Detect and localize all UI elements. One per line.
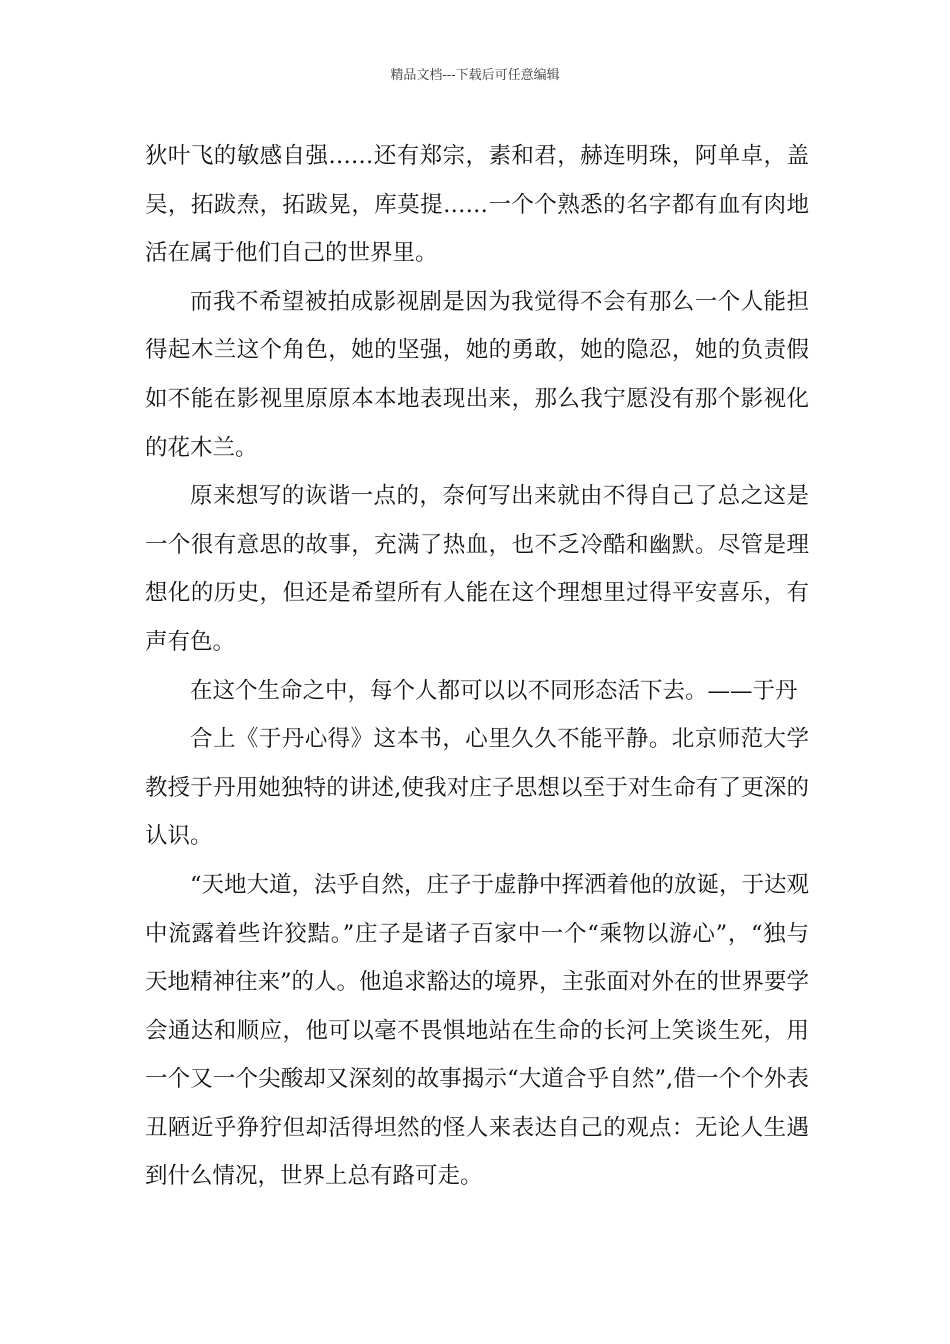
paragraph-5: 合上《于丹心得》这本书，心里久久不能平静。北京师范大学教授于丹用她独特的讲述,使我对庄子思想以至于对生命有了更深的认识。 [145, 726, 809, 850]
paragraph-4-quote: 在这个生命之中，每个人都可以以不同形态活下去。——于丹 [190, 677, 798, 704]
paragraph-3: 原来想写的诙谐一点的，奈何写出来就由不得自己了总之这是一个很有意思的故事，充满了热血，也不乏冷酷和幽默。尽管是理想化的历史，但还是希望所有人能在这个理想里过得平安喜乐，有声有色。 [145, 483, 809, 655]
paragraph-2: 而我不希望被拍成影视剧是因为我觉得不会有那么一个人能担得起木兰这个角色，她的坚强，她的勇敢，她的隐忍，她的负责假如不能在影视里原原本本地表现出来，那么我宁愿没有那个影视化的花木兰。 [145, 288, 809, 461]
paragraph-1: 狄叶飞的敏感自强……还有郑宗，素和君，赫连明珠，阿单卓，盖吴，拓跋焘，拓跋晃，库莫提……一个个熟悉的名字都有血有肉地活在属于他们自己的世界里。 [145, 143, 809, 267]
page-header: 精品文档---下载后可任意编辑 [390, 68, 560, 83]
document-body [145, 132, 809, 1201]
paragraph-6: “天地大道，法乎自然，庄子于虚静中挥洒着他的放诞，于达观中流露着些许狡黠。”庄子是诸子百家中一个“乘物以游心”，“独与天地精神往来”的人。他追求豁达的境界，主张面对外在的世界要学会通达和顺应，他可以毫不畏惧地站在生命的长河上笑谈生死，用一个又一个尖酸却又深刻的故事揭示“大道合乎自然”,借一个个外表丑陋近乎狰狞但却活得坦然的怪人来表达自己的观点：无论人生遇到什么情况，世界上总有路可走。 [145, 871, 810, 1190]
